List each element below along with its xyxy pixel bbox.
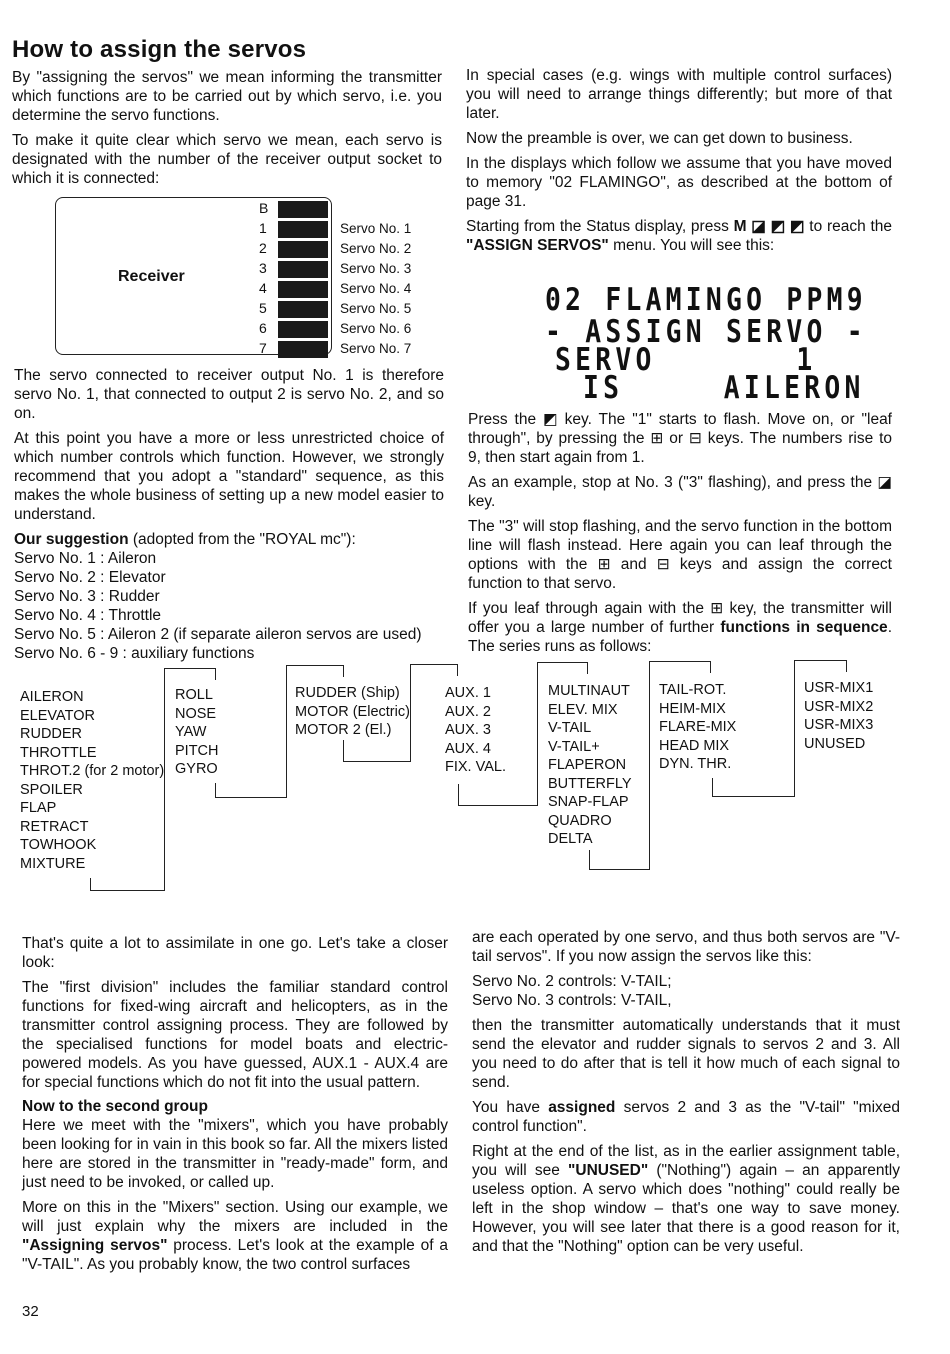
suggestion-item: Servo No. 2 : Elevator [14, 569, 166, 586]
right-bottom-column [472, 928, 900, 1262]
right-top-column [466, 66, 892, 261]
flash-paragraph: The "3" will stop flashing, and the servo function in the bottom line will flash instead. Here again you can leaf through the options with the ⊞ and ⊟ keys and assign the correct function to that servo. [468, 518, 892, 592]
status-text-c: menu. You will see this: [608, 237, 775, 254]
function-item: AILERON [20, 689, 84, 705]
socket-block [278, 261, 328, 278]
preamble-paragraph: Now the preamble is over, we can get down to business. [466, 130, 853, 147]
lcd-line-4: IS AILERON [583, 370, 865, 406]
function-group-3 [295, 684, 410, 740]
page-number: 32 [22, 1303, 39, 1320]
assignment-line-1: Servo No. 2 controls: V-TAIL; [472, 973, 672, 990]
sequence-paragraph [468, 599, 892, 656]
socket-block [278, 201, 328, 218]
function-group-1 [20, 688, 164, 873]
servo-label: Servo No. 7 [340, 341, 412, 356]
lcd-line-1: 02 FLAMINGO PPM9 [545, 282, 867, 318]
lcd-line-3: SERVO 1 [555, 342, 817, 378]
unused-paragraph [472, 1142, 900, 1256]
status-text-b: to reach the [804, 218, 892, 235]
socket-block [278, 281, 328, 298]
servo-label: Servo No. 3 [340, 261, 412, 276]
key-sequence: M ◪ ◩ ◩ [733, 218, 805, 235]
status-text-a: Starting from the Status display, press [466, 218, 734, 235]
left-top-column [12, 68, 442, 194]
special-cases-paragraph: In special cases (e.g. wings with multiple control surfaces) you will need to arrange things differently; but more of that later. [466, 67, 892, 122]
function-item: QUADRO [548, 812, 612, 829]
unused-bold: "UNUSED" [568, 1162, 649, 1179]
press-key-paragraph: Press the ◩ key. The "1" starts to flash. Move on, or "leaf through", by pressing the ⊞ or ⊟ keys. The numbers rise to 9, then start again from 1. [468, 411, 892, 466]
socket-block [278, 341, 328, 358]
suggestion-rest: (adopted from the "ROYAL mc"): [128, 531, 356, 548]
choice-paragraph: At this point you have a more or less unrestricted choice of which number controls which function. However, we strongly recommend that you adopt a "standard" sequence, as this makes the whole business of setting up a new model easier to understand. [14, 430, 444, 523]
socket-block [278, 221, 328, 238]
status-paragraph [466, 217, 892, 255]
function-item: BUTTERFLY [548, 775, 632, 792]
socket-number: 1 [259, 220, 267, 236]
unused-text-b: ("Nothing") again – an apparently useless option. A servo which does "nothing" could really be left in the shop window – that's one way to save money. However, you will see later that there is a good reason for it, and that the "Nothing" option can be very useful. [472, 1162, 900, 1255]
function-item: FLARE-MIX [659, 719, 737, 735]
socket-block [278, 321, 328, 338]
socket-block [278, 241, 328, 258]
vtail-intro-paragraph [22, 1198, 448, 1274]
function-item: PITCH [175, 742, 219, 759]
assigned-bold: assigned [548, 1099, 616, 1116]
socket-number: 6 [259, 320, 267, 336]
assimilate-paragraph: That's quite a lot to assimilate in one go. Let's take a closer look: [22, 935, 448, 971]
function-item: HEIM-MIX [659, 700, 726, 717]
vtail-text-a: More on this in the "Mixers" section. Using our example, we will just explain why the mixers are included in the [22, 1199, 448, 1235]
vtail-text-b: process. Let's look at the example of a "V-TAIL". As you probably know, the two control surfaces [22, 1237, 448, 1273]
function-item: MIXTURE [20, 855, 86, 872]
function-item: DYN. THR. [659, 756, 732, 772]
transmitter-paragraph: then the transmitter automatically understands that it must send the elevator and rudder signals to servos 2 and 3. All you need to do after that is tell it how much of each signal to send. [472, 1017, 900, 1091]
receiver-label: Receiver [118, 268, 185, 285]
function-item: AUX. 3 [445, 722, 491, 738]
unused-text-a: Right at the end of the list, as in the earlier assignment table, you will see [472, 1143, 900, 1179]
left-top-column-2 [14, 366, 444, 663]
servo-label: Servo No. 6 [340, 321, 412, 336]
left-bottom-column [22, 934, 448, 1280]
socket-number: B [259, 200, 269, 216]
sequence-text-a: If you leaf through again with the ⊞ key, the transmitter will offer you a large number of further [468, 600, 892, 636]
function-item: USR-MIX2 [804, 698, 874, 715]
function-item: AUX. 4 [445, 740, 491, 757]
vtail-servos-paragraph: are each operated by one servo, and thus both servos are "V-tail servos". If you now assign the servos like this: [472, 929, 900, 965]
function-group-4 [445, 684, 506, 777]
suggestion-list [14, 549, 444, 663]
function-item: FIX. VAL. [445, 759, 506, 775]
function-item: RETRACT [20, 818, 89, 835]
function-item: THROTTLE [20, 744, 97, 761]
servo-number-paragraph: The servo connected to receiver output No. 1 is therefore servo No. 1, that connected to output 2 is servo No. 2, and so on. [14, 367, 444, 422]
memory-paragraph: In the displays which follow we assume that you have moved to memory "02 FLAMINGO", as described at the bottom of page 31. [466, 155, 892, 210]
function-item: MULTINAUT [548, 683, 630, 699]
function-item: SNAP-FLAP [548, 794, 629, 810]
function-item: FLAP [20, 800, 57, 816]
function-item: AUX. 1 [445, 685, 491, 701]
lcd-line-2: - ASSIGN SERVO - [545, 314, 867, 350]
second-group-heading: Now to the second group [22, 1098, 208, 1115]
function-item: THROT.2 (for 2 motor) [20, 763, 165, 779]
servo-label: Servo No. 4 [340, 281, 412, 296]
first-division-paragraph: The "first division" includes the familiar standard control functions for fixed-wing aircraft and helicopters, as in the transmitter control assigning process. They are followed by the specialised functions for model boats and electric-powered models. As you have guessed, AUX.1 - AUX.4 are for special functions which do not fit into the usual pattern. [22, 979, 448, 1091]
right-top-column-2 [468, 410, 892, 662]
function-item: SPOILER [20, 781, 83, 798]
suggestion-item: Servo No. 1 : Aileron [14, 550, 157, 567]
function-item: RUDDER [20, 726, 83, 742]
suggestion-item: Servo No. 5 : Aileron 2 (if separate aileron servos are used) [14, 626, 422, 643]
function-item: TOWHOOK [20, 837, 97, 853]
servo-label: Servo No. 2 [340, 241, 412, 256]
intro-paragraph: By "assigning the servos" we mean informing the transmitter which functions are to be carried out by which servo, i.e. you determine the servo functions. [12, 69, 442, 124]
function-item: V-TAIL+ [548, 738, 600, 755]
function-group-7 [804, 679, 873, 753]
sequence-text-b: . The series runs as follows: [468, 619, 892, 655]
assignment-line-2: Servo No. 3 controls: V-TAIL, [472, 992, 672, 1009]
socket-number: 2 [259, 240, 267, 256]
servo-label: Servo No. 1 [340, 221, 412, 236]
function-item: HEAD MIX [659, 737, 730, 754]
function-item: FLAPERON [548, 757, 627, 773]
assigned-text-a: You have [472, 1099, 549, 1116]
socket-number: 3 [259, 260, 267, 276]
servo-label: Servo No. 5 [340, 301, 412, 316]
function-item: AUX. 2 [445, 703, 491, 720]
function-group-2 [175, 686, 219, 779]
suggestion-item: Servo No. 6 - 9 : auxiliary functions [14, 645, 255, 662]
function-item: MOTOR (Electric) [295, 703, 410, 720]
suggestion-item: Servo No. 3 : Rudder [14, 588, 160, 605]
function-group-5 [548, 682, 632, 849]
suggestion-heading [14, 530, 444, 549]
function-item: GYRO [175, 761, 218, 777]
example-paragraph: As an example, stop at No. 3 ("3" flashing), and press the ◪ key. [468, 474, 892, 510]
function-item: ELEV. MIX [548, 701, 618, 718]
function-item: UNUSED [804, 735, 866, 752]
socket-number: 7 [259, 340, 267, 356]
assigning-servos-bold: "Assigning servos" [22, 1237, 168, 1254]
suggestion-bold: Our suggestion [14, 531, 129, 548]
function-item: USR-MIX3 [804, 717, 874, 733]
function-item: RUDDER (Ship) [295, 685, 400, 701]
assign-servos-label: "ASSIGN SERVOS" [466, 237, 609, 254]
function-item: MOTOR 2 (El.) [295, 722, 392, 738]
assigned-text-b: servos 2 and 3 as the "V-tail" "mixed control function". [472, 1099, 900, 1135]
sequence-bold: functions in sequence [720, 619, 888, 636]
socket-number: 4 [259, 280, 267, 296]
function-item: DELTA [548, 831, 593, 847]
page-heading: How to assign the servos [12, 36, 307, 63]
socket-block [278, 301, 328, 318]
designation-paragraph: To make it quite clear which servo we mean, each servo is designated with the number of the receiver output socket to which it is connected: [12, 132, 442, 187]
function-item: ROLL [175, 687, 213, 703]
function-item: TAIL-ROT. [659, 682, 727, 698]
function-item: V-TAIL [548, 720, 592, 736]
assigned-paragraph [472, 1098, 900, 1136]
socket-number: 5 [259, 300, 267, 316]
suggestion-item: Servo No. 4 : Throttle [14, 607, 162, 624]
mixers-paragraph: Here we meet with the "mixers", which you have probably been looking for in vain in this book so far. All the mixers listed here are stored in the transmitter in "ready-made" form, and just need to be invoked, or called up. [22, 1117, 448, 1191]
function-item: USR-MIX1 [804, 680, 874, 696]
function-item: NOSE [175, 705, 217, 722]
function-group-6 [659, 681, 736, 774]
function-item: YAW [175, 724, 207, 740]
function-item: ELEVATOR [20, 707, 95, 724]
